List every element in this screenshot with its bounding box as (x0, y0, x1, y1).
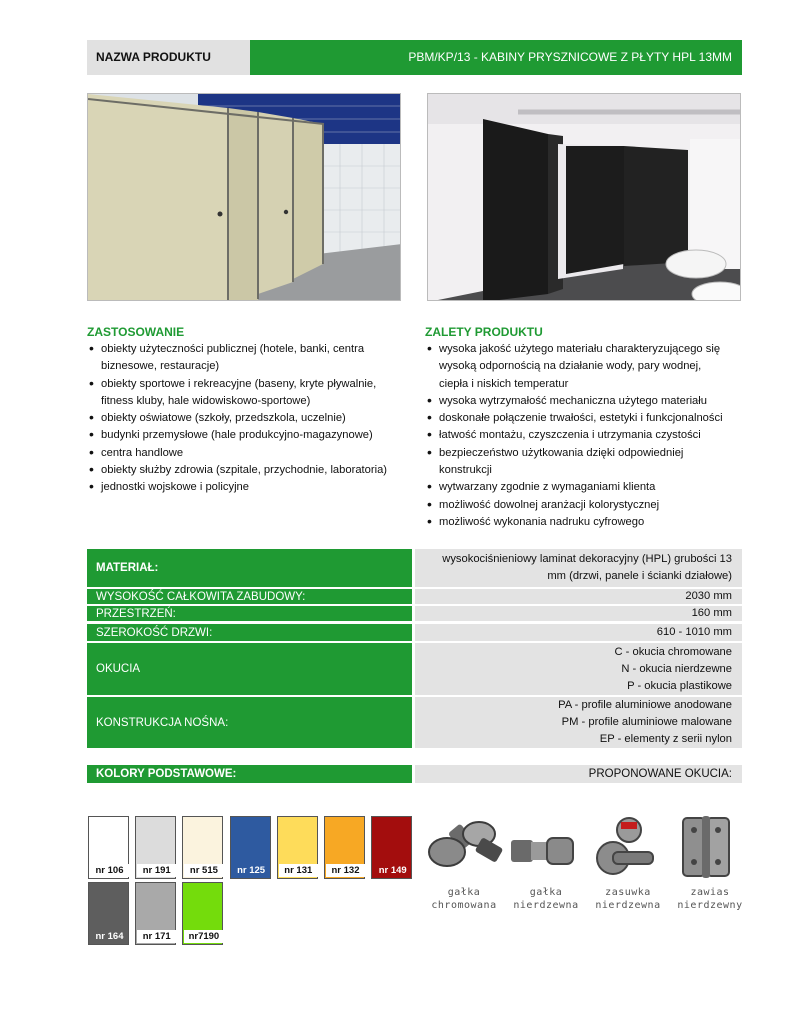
list-item (425, 427, 745, 444)
list-item-line: • bezpieczeństwo użytkowania dzięki odpowiedniej (439, 446, 684, 459)
chrome-knob-icon (423, 812, 505, 882)
fitting-caption (587, 886, 669, 912)
spec-label: OKUCIA (87, 643, 412, 695)
spec-value (415, 589, 742, 604)
color-swatch-label: nr 515 (184, 864, 223, 877)
colors-title: KOLORY PODSTAWOWE: (87, 765, 412, 783)
fitting-caption-line: zawias (690, 887, 730, 898)
cabin-photo-black (427, 93, 741, 301)
list-item-line: • centra handlowe (101, 446, 184, 459)
list-item (425, 514, 745, 531)
color-swatch-label: nr7190 (184, 930, 223, 943)
list-item-line: • wysoka wytrzymałość mechaniczna użytego materiału (439, 394, 707, 407)
cabin-photo-beige (87, 93, 401, 301)
spec-value (415, 697, 742, 748)
spec-value (415, 606, 742, 621)
color-swatch-label: nr 164 (95, 931, 124, 942)
spec-value-line: 2030 mm (685, 590, 732, 602)
spec-value-line: wysokociśnieniowy laminat dekoracyjny (HPL) grubości 13 (442, 553, 732, 565)
color-swatch (135, 882, 176, 945)
fitting-caption-line: zasuwka (605, 887, 651, 898)
spec-value-line: EP - elementy z serii nylon (599, 733, 732, 745)
spec-value-line: PM - profile aluminiowe malowane (561, 716, 732, 728)
spec-row (87, 624, 742, 641)
list-item-line: • jednostki wojskowe i policyjne (101, 481, 249, 494)
list-item-line: konstrukcji (439, 464, 492, 477)
color-swatch-label: nr 149 (378, 865, 407, 876)
spec-value (415, 549, 742, 587)
applications-list (87, 341, 407, 497)
color-swatch (88, 882, 129, 945)
color-swatch-label: nr 171 (137, 930, 176, 943)
list-item (425, 393, 745, 410)
color-swatch-label: nr 131 (279, 864, 318, 877)
list-item (425, 445, 745, 480)
list-item-line: • obiekty użyteczności publicznej (hotele, banki, centra (101, 343, 365, 355)
list-item (87, 479, 407, 496)
product-name-value: PBM/KP/13 - KABINY PRYSZNICOWE Z PŁYTY HPL 13MM (250, 40, 742, 75)
advantages-list (425, 341, 745, 531)
list-item (425, 341, 745, 393)
spec-label: SZEROKOŚĆ DRZWI: (87, 624, 412, 641)
list-item-line: • doskonałe połączenie trwałości, estetyki i funkcjonalności (439, 412, 723, 425)
spec-label: WYSOKOŚĆ CAŁKOWITA ZABUDOWY: (87, 589, 412, 604)
list-item (87, 410, 407, 427)
list-item-line: • wysoka jakość użytego materiału charakteryzującego się (439, 343, 721, 355)
color-swatch-label: nr 132 (326, 864, 365, 877)
color-swatch (277, 816, 318, 879)
color-swatch (324, 816, 365, 879)
list-item-line: • możliwość wykonania nadruku cyfrowego (439, 515, 645, 528)
spec-value-line: C - okucia chromowane (614, 645, 732, 658)
spec-value-line: P - okucia plastikowe (627, 679, 732, 692)
color-swatch (182, 882, 223, 945)
color-swatch-label: nr 191 (137, 864, 176, 877)
list-item (87, 341, 407, 376)
hinge-icon (669, 812, 751, 882)
spec-value (415, 643, 742, 695)
color-swatch-label: nr 125 (237, 865, 266, 876)
spec-label: KONSTRUKCJA NOŚNA: (87, 697, 412, 748)
list-item (425, 410, 745, 427)
list-item (87, 376, 407, 411)
spec-row (87, 643, 742, 695)
color-swatch (135, 816, 176, 879)
list-item-line: wysoką odpornością na działanie wody, pary wodnej, (439, 360, 702, 373)
color-swatch (230, 816, 271, 879)
advantages-title: ZALETY PRODUKTU (425, 325, 543, 339)
color-swatch (182, 816, 223, 879)
color-swatch-label: nr 106 (90, 864, 129, 877)
list-item-line: • budynki przemysłowe (hale produkcyjno-magazynowe) (101, 429, 373, 442)
fitting-caption (505, 886, 587, 912)
list-item (87, 427, 407, 444)
list-item (425, 479, 745, 496)
fitting-caption-line: gałka (529, 887, 563, 898)
fitting-caption-line: nierdzewna (513, 900, 579, 911)
fitting-caption-line: nierdzewna (595, 900, 661, 911)
list-item-line: • łatwość montażu, czyszczenia i utrzymania czystości (439, 429, 701, 442)
color-swatch (371, 816, 412, 879)
spec-value-line: 160 mm (691, 607, 732, 619)
spec-row (87, 589, 742, 604)
fittings-images (423, 812, 743, 887)
list-item-line: • obiekty sportowe i rekreacyjne (baseny, kryte pływalnie, (101, 377, 377, 390)
list-item-line: • obiekty służby zdrowia (szpitale, przychodnie, laboratoria) (101, 464, 388, 477)
list-item (425, 497, 745, 514)
bolt-lock-icon (587, 812, 669, 882)
color-swatch (88, 816, 129, 879)
fitting-caption-line: nierdzewny (677, 900, 743, 911)
spec-label: MATERIAŁ: (87, 549, 412, 587)
spec-value-line: mm (drzwi, panele i ścianki działowe) (547, 570, 732, 582)
fittings-title: PROPONOWANE OKUCIA: (415, 765, 742, 783)
list-item-line: biznesowe, restauracje) (101, 360, 220, 373)
spec-row (87, 697, 742, 748)
list-item-line: • obiekty oświatowe (szkoły, przedszkola, uczelnie) (101, 412, 346, 425)
fitting-caption-line: gałka (447, 887, 481, 898)
steel-knob-icon (505, 812, 587, 882)
list-item (87, 462, 407, 479)
spec-row (87, 549, 742, 587)
product-name-label: NAZWA PRODUKTU (87, 40, 250, 75)
fitting-caption (423, 886, 505, 912)
spec-value-line: N - okucia nierdzewne (621, 662, 732, 675)
list-item-line: • wytwarzany zgodnie z wymaganiami klienta (439, 481, 656, 494)
list-item-line: ciepła i niskich temperatur (439, 377, 569, 390)
list-item (87, 445, 407, 462)
spec-value (415, 624, 742, 641)
spec-label: PRZESTRZEŃ: (87, 606, 412, 621)
list-item-line: • możliwość dowolnej aranżacji kolorystycznej (439, 498, 660, 511)
fitting-caption-line: chromowana (431, 900, 497, 911)
list-item-line: fitness kluby, hale widowiskowo-sportowe) (101, 394, 311, 407)
spec-row (87, 606, 742, 621)
fitting-caption (669, 886, 751, 912)
spec-value-line: PA - profile aluminiowe anodowane (558, 699, 732, 711)
applications-title: ZASTOSOWANIE (87, 325, 185, 339)
spec-value-line: 610 - 1010 mm (656, 626, 732, 638)
